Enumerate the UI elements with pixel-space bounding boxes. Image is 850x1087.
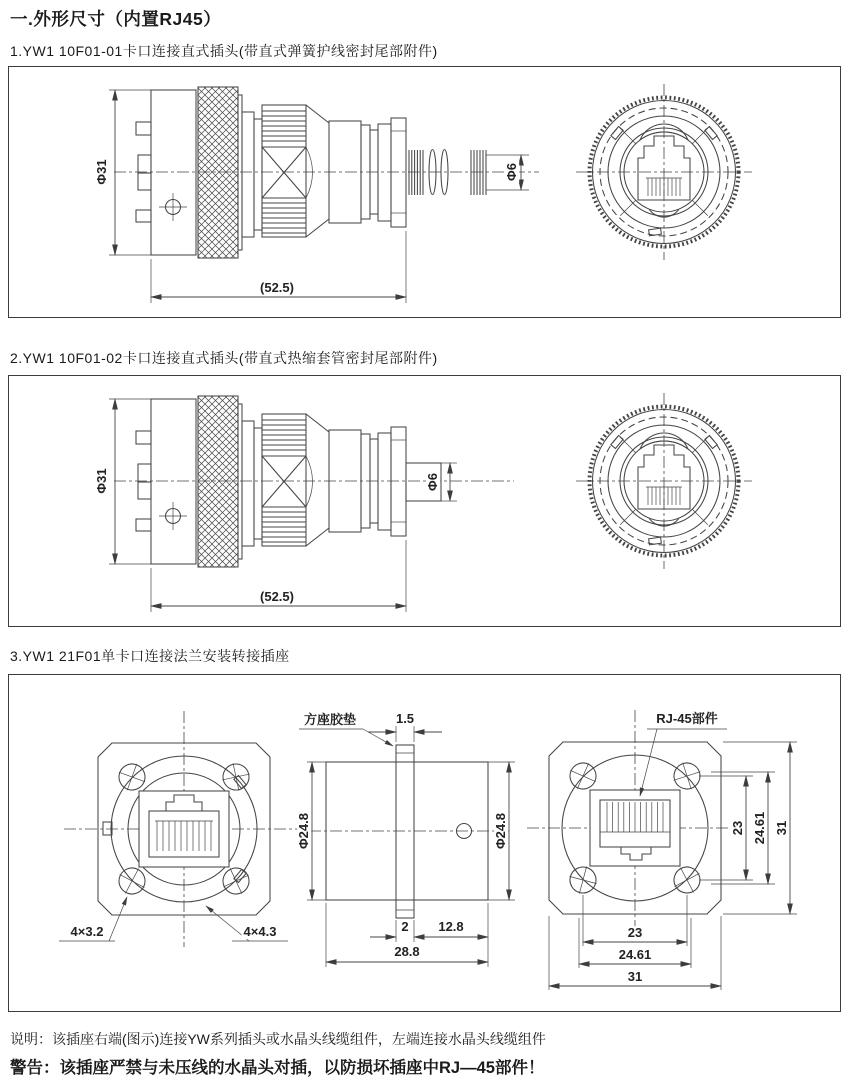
warning-note: 警告：该插座严禁与未压线的水晶头对插，以防损坏插座中RJ—45部件！ bbox=[10, 1059, 545, 1077]
side-view bbox=[114, 396, 514, 567]
section-3-title: 3.YW1 21F01单卡口连接法兰安装转接插座 bbox=[10, 648, 290, 664]
dim-v-2461: 24.61 bbox=[752, 811, 768, 845]
section-2-drawing-panel bbox=[8, 375, 841, 627]
side-view bbox=[114, 87, 539, 258]
dim-tail-diameter-1: Φ6 bbox=[504, 163, 520, 181]
section-3-drawing-panel bbox=[8, 674, 841, 1012]
rj45-part-label: RJ-45部件 bbox=[656, 711, 718, 727]
section-2-figure bbox=[9, 376, 839, 625]
dim-overall-length-3: 28.8 bbox=[394, 944, 420, 960]
dim-bayonet-holes: 4×4.3 bbox=[243, 924, 277, 940]
dim-right-diameter: Φ24.8 bbox=[493, 813, 509, 849]
dim-h-23: 23 bbox=[627, 925, 643, 941]
dim-v-23: 23 bbox=[730, 820, 746, 836]
flange-front-view bbox=[59, 711, 304, 947]
dim-tail-diameter-2: Φ6 bbox=[425, 473, 441, 491]
page-title: 一.外形尺寸（内置RJ45） bbox=[10, 9, 222, 29]
spring-tail bbox=[409, 150, 486, 196]
front-view bbox=[576, 393, 752, 569]
dim-mount-holes: 4×3.2 bbox=[70, 924, 104, 940]
flange-rear-view bbox=[527, 710, 797, 990]
section-2-title: 2.YW1 10F01-02卡口连接直式插头(带直式热缩套管密封尾部附件) bbox=[10, 350, 438, 366]
dim-shell-diameter-2: Φ31 bbox=[94, 468, 110, 494]
dim-rear-length: 12.8 bbox=[438, 919, 464, 935]
dim-overall-length-1: (52.5) bbox=[260, 280, 294, 296]
section-1-title: 1.YW1 10F01-01卡口连接直式插头(带直式弹簧护线密封尾部附件) bbox=[10, 43, 438, 59]
dim-flange-thickness: 2 bbox=[401, 919, 409, 935]
dimension-lines bbox=[109, 399, 457, 612]
front-view bbox=[576, 84, 752, 260]
gasket-label: 方座胶垫 bbox=[303, 712, 357, 728]
dim-gasket-thickness: 1.5 bbox=[395, 711, 415, 727]
dimension-lines bbox=[109, 90, 529, 303]
dim-v-31: 31 bbox=[774, 820, 790, 836]
dim-h-2461: 24.61 bbox=[618, 947, 652, 963]
section-1-drawing-panel bbox=[8, 66, 841, 318]
dim-shell-diameter-1: Φ31 bbox=[94, 159, 110, 185]
description-note: 说明：该插座右端(图示)连接YW系列插头或水晶头线缆组件，左端连接水晶头线缆组件 bbox=[10, 1031, 546, 1047]
dim-h-31: 31 bbox=[627, 969, 643, 985]
dim-left-diameter: Φ24.8 bbox=[296, 813, 312, 849]
dim-overall-length-2: (52.5) bbox=[260, 589, 294, 605]
section-1-figure bbox=[9, 67, 839, 316]
